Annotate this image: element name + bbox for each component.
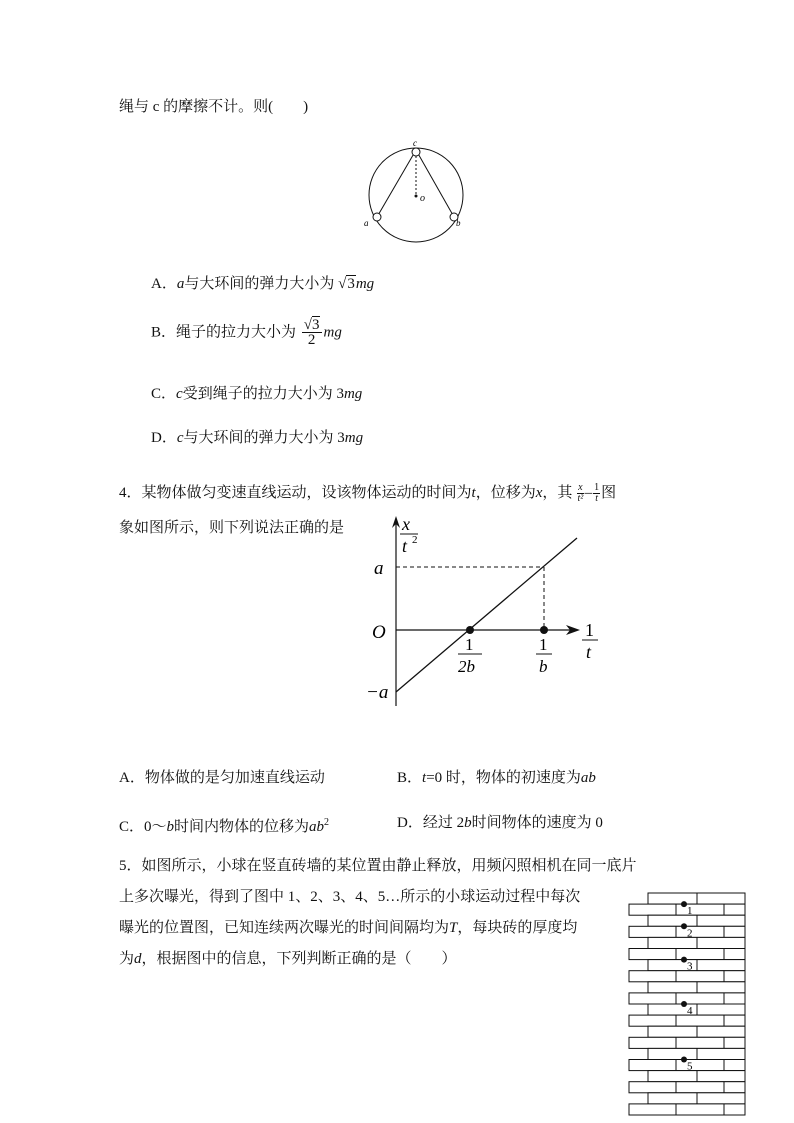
q4-stem-line1 (119, 480, 616, 506)
rope-right (416, 150, 454, 217)
x-tick2-den: b (539, 657, 548, 676)
option-unit: mg (344, 430, 364, 446)
ball-label: 2 (687, 927, 693, 940)
option-prefix: D． (151, 430, 177, 446)
option-prefix: A． (151, 276, 177, 292)
option-value: ab (580, 770, 596, 786)
label-b: b (456, 218, 461, 228)
q4-option-b (397, 768, 596, 788)
option-prefix: D．经过 2 (397, 815, 465, 831)
ball-label: 4 (687, 1005, 693, 1017)
q3-option-c (151, 384, 362, 404)
label-o: o (420, 193, 425, 204)
option-var: c (176, 386, 183, 402)
ball-label: 5 (687, 1060, 693, 1073)
x-tick1-num: 1 (465, 635, 474, 654)
fraction (302, 318, 322, 347)
q4-option-d (397, 813, 603, 833)
q3-option-b (151, 318, 342, 347)
option-prefix: C． (151, 386, 177, 402)
option-prefix: C．0～ (119, 819, 167, 835)
option-sup: 2 (324, 817, 330, 828)
q4-option-c (119, 813, 329, 837)
tick-a: a (374, 558, 384, 579)
option-var: a (176, 276, 185, 292)
q4-stem-line2: 象如图所示，则下列说法正确的是 (119, 520, 345, 536)
q5-brick-wall (628, 892, 748, 1117)
ball-label: 1 (687, 905, 693, 918)
q5-line2: 上多次曝光，得到了图中 1、2、3、4、5…所示的小球运动过程中每次 (119, 889, 581, 905)
option-text: =0 时，物体的初速度为 (426, 770, 581, 786)
x-label-num: 1 (585, 620, 594, 640)
line-text: ，根据图中的信息，下列判断正确的是（ ） (141, 951, 457, 967)
q4-graph (362, 512, 607, 712)
label-a: a (364, 218, 369, 228)
stem-text: ，位移为 (475, 485, 536, 501)
frac-num: 1 (594, 482, 600, 494)
point-1-2b (466, 626, 474, 634)
option-var: b (464, 815, 472, 831)
point-1-b (540, 626, 548, 634)
sqrt-symbol: √ (338, 276, 347, 292)
q5-line1: 5．如图所示，小球在竖直砖墙的某位置由静止释放，用频闪照相机在同一底片 (119, 858, 637, 874)
frac-num: x (578, 482, 583, 494)
option-text: 时间内物体的位移为 (174, 819, 310, 835)
y-label-sup: 2 (412, 534, 418, 546)
option-var: b (166, 819, 175, 835)
fraction-den: 2 (307, 332, 316, 348)
option-text: 受到绳子的拉力大小为 3 (182, 386, 344, 402)
data-line (396, 538, 577, 692)
brick-row (629, 1104, 745, 1115)
line-text: ，每块砖的厚度均 (457, 920, 578, 936)
q5-line3 (119, 918, 577, 938)
option-unit: mg (343, 386, 363, 402)
fraction-x-t2 (577, 483, 583, 504)
line-text: 为 (119, 951, 135, 967)
ball-label: 3 (687, 960, 693, 973)
sqrt-symbol: √ (303, 317, 313, 333)
brick-row (629, 949, 745, 960)
brick-row (629, 1082, 745, 1093)
line-text: 曝光的位置图，已知连续两次曝光的时间间隔均为 (119, 920, 450, 936)
q3-stem-tail: 绳与 c 的摩擦不计。则( ) (119, 99, 309, 115)
x-tick1-den: 2b (458, 657, 475, 676)
stem-text: 4．某物体做匀变速直线运动，设该物体运动的时间为 (119, 485, 472, 501)
option-prefix: B． (151, 324, 177, 341)
option-text: 绳子的拉力大小为 (176, 324, 297, 341)
q3-option-a (151, 274, 374, 294)
option-prefix: B． (397, 770, 423, 786)
q3-option-d (151, 428, 363, 448)
bead-a (373, 213, 381, 221)
y-label-num: x (402, 514, 410, 534)
var-d: d (134, 951, 142, 967)
frac-den: t (595, 493, 598, 505)
x-tick2-num: 1 (539, 635, 548, 654)
var-T: T (449, 920, 458, 936)
sqrt-value: 3 (347, 276, 355, 292)
option-value: ab (309, 819, 325, 835)
sqrt-value: 3 (312, 317, 320, 333)
brick-row (629, 993, 745, 1004)
option-text: 与大环间的弹力大小为 3 (183, 430, 345, 446)
var-t: t (471, 485, 476, 501)
option-text: 时间物体的速度为 0 (471, 815, 603, 831)
tick-origin: O (372, 622, 386, 643)
dash: – (584, 485, 593, 501)
var-x: x (535, 485, 543, 501)
brick-row (629, 1037, 745, 1048)
frac-den: t² (577, 493, 584, 505)
stem-text: 图 (601, 485, 617, 501)
fraction-1-t (593, 483, 600, 504)
option-unit: mg (355, 276, 375, 292)
q5-line4 (119, 949, 457, 969)
option-var: t (422, 770, 427, 786)
q4-option-a: A．物体做的是匀加速直线运动 (119, 770, 325, 786)
x-label-den: t (586, 642, 592, 662)
center-o (415, 195, 418, 198)
tick-neg-a: −a (366, 682, 389, 703)
option-text: 与大环间的弹力大小为 (184, 276, 335, 292)
stem-text: ，其 (542, 485, 573, 501)
rope-left (377, 150, 416, 217)
option-var: c (176, 430, 184, 446)
label-c: c (413, 138, 417, 148)
y-label-den: t (402, 536, 408, 556)
option-unit: mg (323, 324, 342, 341)
q3-circle-figure (360, 138, 475, 250)
bead-c (412, 148, 420, 156)
